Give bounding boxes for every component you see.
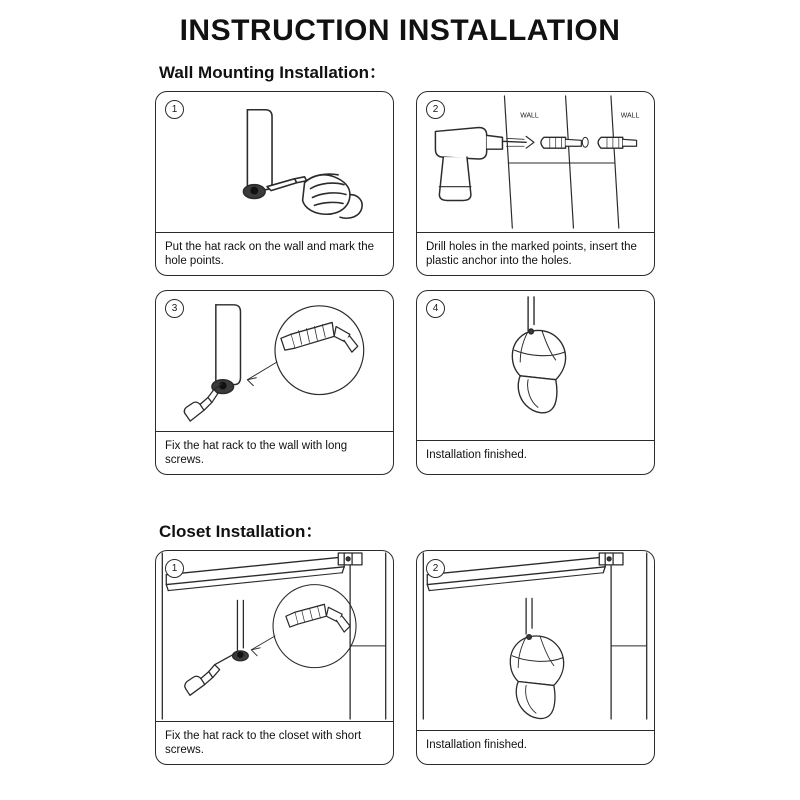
section-heading-wall: Wall Mounting Installation： [159,63,386,82]
step-caption: Drill holes in the marked points, insert the plastic anchor into the holes. [417,232,654,275]
step-card-closet-2 [416,550,655,765]
section-heading-closet: Closet Installation： [159,522,323,541]
step-card-wall-3 [155,290,394,475]
step-caption: Put the hat rack on the wall and mark the hole points. [156,232,393,275]
section-closet-installation [155,517,655,765]
step-number-badge: 1 [165,559,184,578]
step-caption: Installation finished. [417,440,654,474]
step-card-closet-1 [155,550,394,765]
step-number-badge: 2 [426,559,445,578]
step-number-badge: 2 [426,100,445,119]
section-wall-mounting [155,58,655,475]
illustration-screwdriver-long-screw [156,291,393,432]
step-caption: Installation finished. [417,730,654,764]
step-card-wall-4 [416,290,655,475]
step-card-wall-1 [155,91,394,276]
step-grid-closet [155,550,655,765]
page-title: INSTRUCTION INSTALLATION [179,14,621,47]
illustration-closet-finished-hat [417,551,654,722]
step-caption: Fix the hat rack to the wall with long screws. [156,431,393,474]
svg-text:WALL: WALL [520,112,539,120]
step-number-badge: 1 [165,100,184,119]
step-number-badge: 3 [165,299,184,318]
illustration-closet-screwdriver-short-screw [156,551,393,722]
step-grid-wall [155,91,655,475]
illustration-hand-marking-hole [156,92,393,233]
svg-text:WALL: WALL [620,112,640,120]
step-number-badge: 4 [426,299,445,318]
step-card-wall-2 [416,91,655,276]
illustration-drill-wall-anchor [417,92,654,233]
illustration-finished-hat-on-rack [417,291,654,432]
step-caption: Fix the hat rack to the closet with short screws. [156,721,393,764]
